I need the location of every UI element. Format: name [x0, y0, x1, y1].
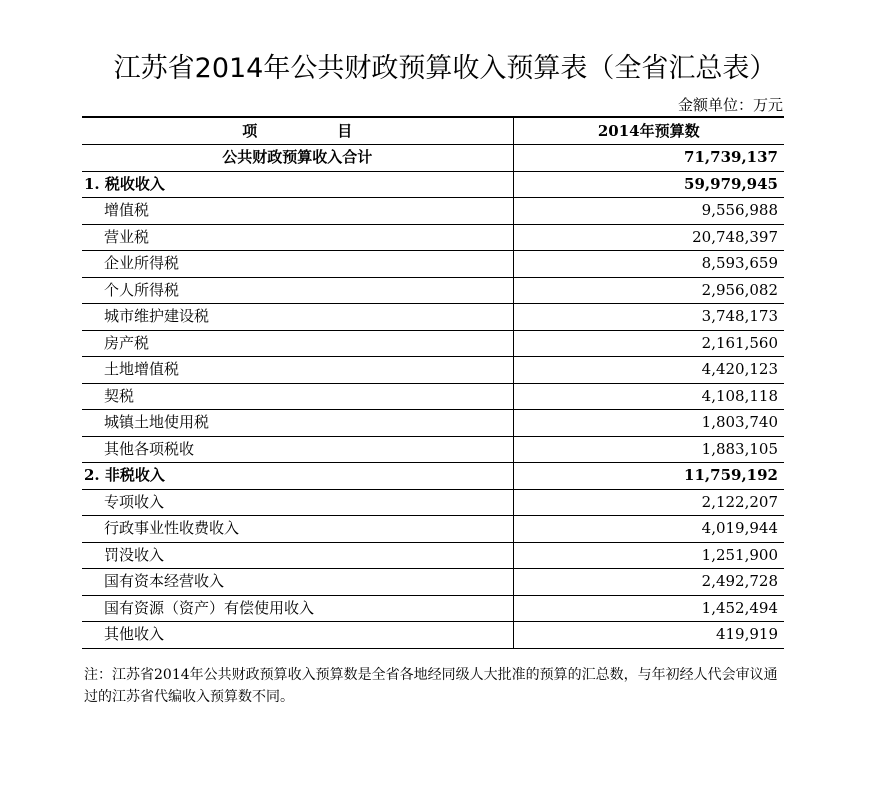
- row-value: 2,956,082: [513, 277, 784, 304]
- row-label: 专项收入: [82, 489, 513, 516]
- row-label: 个人所得税: [82, 277, 513, 304]
- total-label: 公共财政预算收入合计: [82, 145, 513, 172]
- row-value: 20,748,397: [513, 224, 784, 251]
- header-item: [82, 117, 513, 145]
- table-row: [82, 198, 784, 225]
- category-row: [82, 463, 784, 490]
- row-label: 城市维护建设税: [82, 304, 513, 331]
- table-row: [82, 542, 784, 569]
- table-row: [82, 304, 784, 331]
- page-title: 江苏省2014年公共财政预算收入预算表（全省汇总表）: [113, 53, 777, 84]
- row-label: 1. 税收收入: [82, 171, 513, 198]
- table-row: [82, 383, 784, 410]
- row-value: 59,979,945: [513, 171, 784, 198]
- row-label: 增值税: [82, 198, 513, 225]
- row-value: 4,108,118: [513, 383, 784, 410]
- row-value: 4,420,123: [513, 357, 784, 384]
- table-row: [82, 489, 784, 516]
- row-label: 营业税: [82, 224, 513, 251]
- row-value: 2,161,560: [513, 330, 784, 357]
- row-label: 罚没收入: [82, 542, 513, 569]
- table-row: [82, 357, 784, 384]
- row-value: 9,556,988: [513, 198, 784, 225]
- table-row: [82, 224, 784, 251]
- total-row: [82, 145, 784, 172]
- table-row: [82, 622, 784, 649]
- table-header-row: [82, 117, 784, 145]
- table-row: [82, 569, 784, 596]
- budget-table: [82, 116, 784, 649]
- row-label: 房产税: [82, 330, 513, 357]
- table-row: [82, 277, 784, 304]
- row-label: 企业所得税: [82, 251, 513, 278]
- row-value: 1,883,105: [513, 436, 784, 463]
- row-label: 其他各项税收: [82, 436, 513, 463]
- table-row: [82, 410, 784, 437]
- row-label: 城镇土地使用税: [82, 410, 513, 437]
- row-label: 国有资本经营收入: [82, 569, 513, 596]
- footnote: 注：江苏省2014年公共财政预算收入预算数是全省各地经同级人大批准的预算的汇总数，与年初经人代会审议通过的江苏省代编收入预算数不同。: [84, 667, 778, 705]
- row-label: 契税: [82, 383, 513, 410]
- unit-label: 金额单位：万元: [677, 96, 783, 114]
- row-value: 4,019,944: [513, 516, 784, 543]
- row-label: 2. 非税收入: [82, 463, 513, 490]
- row-value: 1,452,494: [513, 595, 784, 622]
- header-item-b: 目: [337, 121, 353, 140]
- row-value: 419,919: [513, 622, 784, 649]
- row-label: 行政事业性收费收入: [82, 516, 513, 543]
- category-row: [82, 171, 784, 198]
- table-row: [82, 595, 784, 622]
- row-value: 2,492,728: [513, 569, 784, 596]
- row-value: 1,803,740: [513, 410, 784, 437]
- table-row: [82, 436, 784, 463]
- total-value: 71,739,137: [513, 145, 784, 172]
- header-item-a: 项: [242, 121, 258, 140]
- table-row: [82, 516, 784, 543]
- row-value: 11,759,192: [513, 463, 784, 490]
- table-row: [82, 251, 784, 278]
- row-label: 其他收入: [82, 622, 513, 649]
- row-value: 1,251,900: [513, 542, 784, 569]
- table-row: [82, 330, 784, 357]
- row-value: 3,748,173: [513, 304, 784, 331]
- header-value: 2014年预算数: [513, 117, 784, 145]
- row-label: 土地增值税: [82, 357, 513, 384]
- row-value: 8,593,659: [513, 251, 784, 278]
- row-value: 2,122,207: [513, 489, 784, 516]
- row-label: 国有资源（资产）有偿使用收入: [82, 595, 513, 622]
